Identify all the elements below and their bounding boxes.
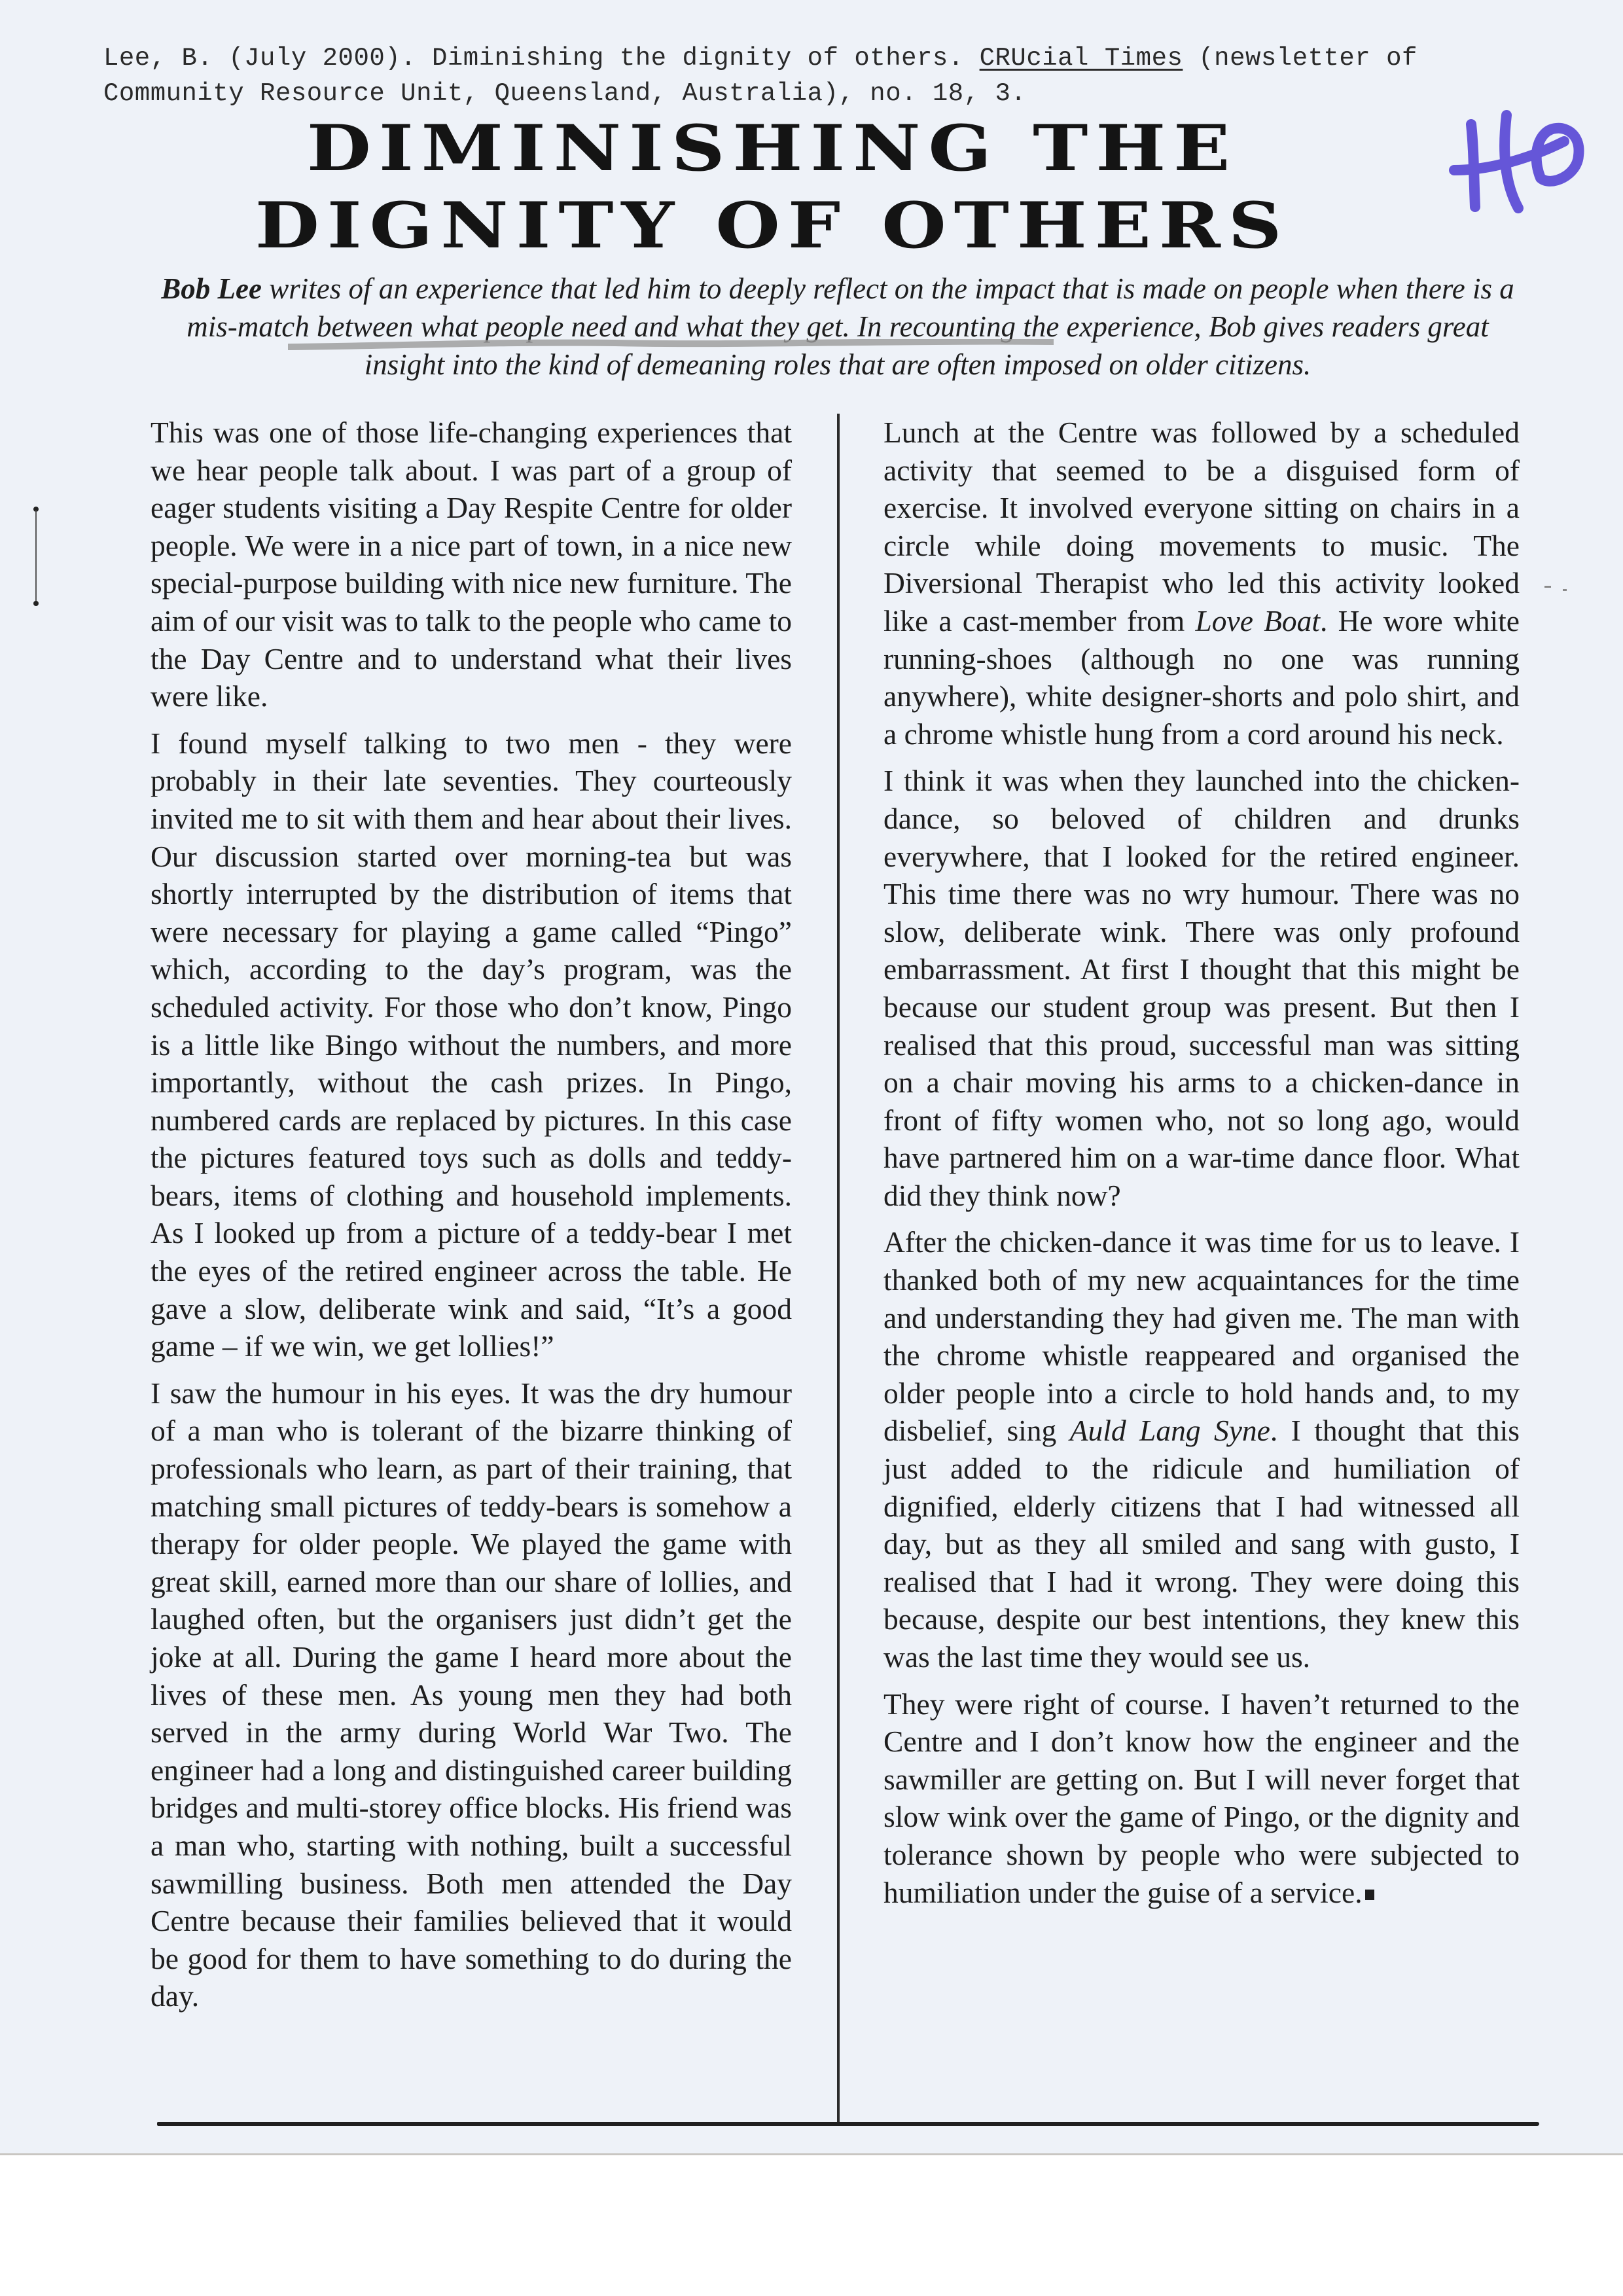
italic-title: Love Boat xyxy=(1195,603,1321,637)
column-divider xyxy=(837,414,840,2123)
paragraph xyxy=(883,1223,1520,1676)
end-of-article-square-icon xyxy=(1365,1890,1374,1900)
left-column xyxy=(151,414,792,2015)
paragraph-text: . I thought that this just added to the ridicule and humiliation of dignified, elderly citizens that I had witnessed all day, but as they all smiled and sang with gusto, I realised that I had it wrong. They were doing this because, despite our best intentions, they knew this was the last time they would see us. xyxy=(883,1414,1520,1674)
paragraph: I think it was when they launched into the chicken-dance, so beloved of children and drunks everywhere, that I looked for the retired engineer. This time there was no wry humour. There was no slow, deliberate wink. There was only profound embarrassment. At first I thought that this might be because our student group was present. But then I realised that this proud, successful man was sitting on a chair moving his arms to a chicken-dance in front of fifty women who, not so long ago, would have partnered him on a war-time dance floor. What did they think now? xyxy=(883,764,1520,1212)
paragraph: I found myself talking to two men - they were probably in their late seventies. They courteously invited me to sit with them and hear about their lives. Our discussion started over morning-tea but was shortly interrupted by the distribution of items that were necessary for playing a game called “Pingo” which, according to the day’s program, was the scheduled activity. For those who don’t know, Pingo is a little like Bingo without the numbers, and more importantly, without the cash prizes. In Pingo, numbered cards are replaced by pictures. In this case the pictures featured toys such as dolls and teddy-bears, items of clothing and household implements. As I looked up from a picture of a teddy-bear I met the eyes of the retired engineer across the table. He gave a slow, deliberate wink and said, “It’s a good game – if we win, we get lollies!” xyxy=(151,726,792,1363)
standfirst xyxy=(144,270,1531,384)
citation-prefix: Lee, B. (July 2000). Diminishing the dignity of others. xyxy=(103,44,980,73)
paragraph-text: . He wore white running-shoes (although no one was running anywhere), white designer-shorts and polo shirt, and a chrome whistle hung from a cord around his neck. xyxy=(883,603,1520,751)
paragraph xyxy=(883,414,1520,753)
standfirst-text-1: writes of an experience that led him to deeply reflect on the impact that is made on people when there is xyxy=(261,272,1500,305)
standfirst-author: Bob Lee xyxy=(161,272,262,305)
article-title xyxy=(93,110,1452,264)
title-line-2: DIGNITY OF OTHERS xyxy=(255,188,1290,262)
italic-title: Auld Lang Syne xyxy=(1069,1414,1270,1448)
bottom-rule xyxy=(157,2122,1539,2126)
handwritten-annotation xyxy=(1433,110,1590,215)
scan-speck xyxy=(1544,586,1551,588)
handwritten-ho-mark xyxy=(1433,110,1590,215)
citation-header xyxy=(103,41,1569,111)
title-line-1: DIMINISHING THE xyxy=(306,111,1238,185)
paragraph-text: Lunch at the Centre was followed by a scheduled activity that seemed to be a disguised form of exercise. It involved everyone sitting on chairs in a circle while doing movements to music. The Diversional Therapist who led this activity looked like a cast-member from xyxy=(883,416,1520,637)
paragraph: This was one of those life-changing experiences that we hear people talk about. I was part of a group of eager students visiting a Day Respite Centre for older people. We were in a nice part of town, in a nice new special-purpose building with nice new furniture. The aim of our visit was to talk to the people who came to the Day Centre and to understand what their lives were like. xyxy=(151,416,792,713)
paragraph-text: They were right of course. I haven’t returned to the Centre and I don’t know how the engineer and the sawmiller are getting on. But I will never forget that slow wink over the game of Pingo, or the dignity and tolerance shown by people who were subjected to humiliation under the guise of a service. xyxy=(883,1687,1520,1909)
margin-pen-mark xyxy=(33,504,39,609)
citation-journal: CRUcial Times xyxy=(979,44,1183,73)
paragraph xyxy=(883,1685,1520,1912)
standfirst-text-2: In recounting the experience, Bob gives readers great insight into the kind of demeaning roles that are often imposed on older citizens. xyxy=(364,310,1489,381)
pencil-underline xyxy=(288,339,1054,351)
citation-suffix: (newsletter of Community Resource Unit, Queensland, Australia), no. 18, 3. xyxy=(103,44,1418,108)
paragraph-text: After the chicken-dance it was time for us to leave. I thanked both of my new acquaintances for the time and understanding they had given me. The man with the chrome whistle reappeared and organised the older people into a circle to hold hands and, to my disbelief, sing xyxy=(883,1225,1520,1448)
right-column xyxy=(883,414,1520,1911)
scan-speck xyxy=(1563,589,1567,591)
standfirst-highlighted: a mis-match between what people need and what they get. xyxy=(187,272,1514,343)
paragraph: I saw the humour in his eyes. It was the dry humour of a man who is tolerant of the bizarre thinking of professionals who learn, as part of their training, that matching small pictures of teddy-bears is somehow a therapy for older people. We played the game with great skill, earned more than our share of lollies, and laughed often, but the organisers just didn’t get the joke at all. During the game I heard more about the lives of these men. As young men they had both served in the army during World War Two. The engineer had a long and distinguished career building bridges and multi-storey office blocks. His friend was a man who, starting with nothing, built a successful sawmilling business. Both men attended the Day Centre because their families believed that it would be good for them to have something to do during the day. xyxy=(151,1376,792,2013)
